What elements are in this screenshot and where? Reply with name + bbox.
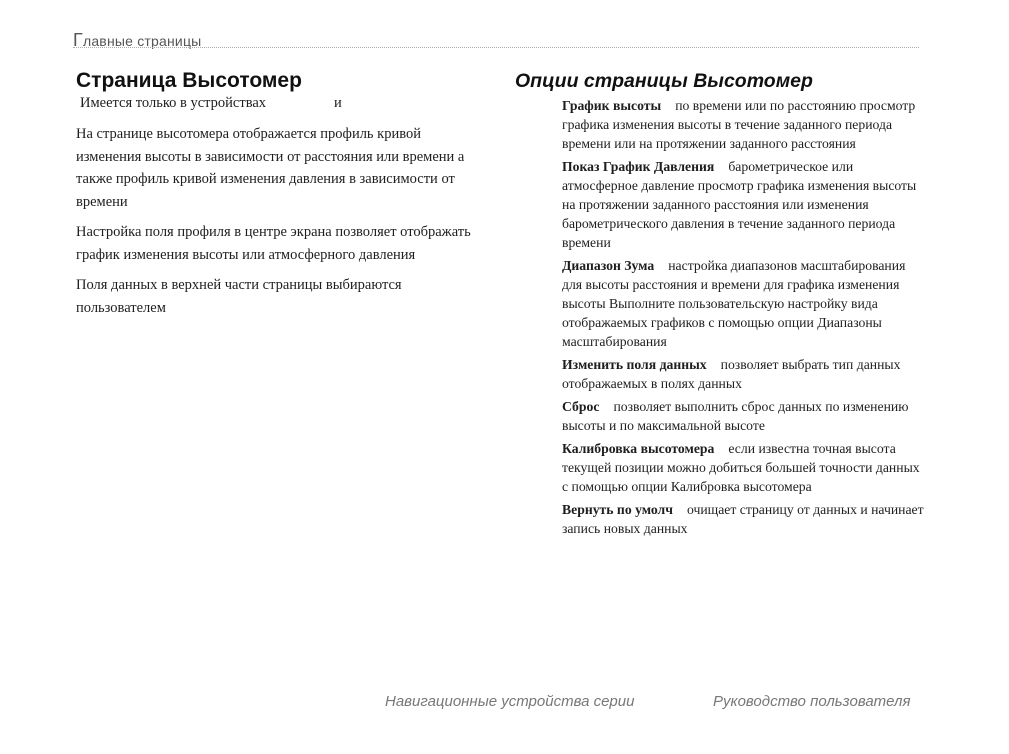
options-list: [562, 96, 924, 538]
option-label: График высоты: [562, 98, 662, 113]
option-text: если известна точная высота текущей позиции можно добиться большей точности данных с помощью опции Калибровка высотомера: [562, 441, 920, 494]
paragraph-data-fields: Поля данных в верхней части страницы выбираются пользователем: [76, 277, 402, 316]
option-item: [562, 256, 924, 351]
option-label: Калибровка высотомера: [562, 441, 715, 456]
option-label: Показ График Давления: [562, 159, 715, 174]
option-item: [562, 439, 924, 496]
left-column: [76, 68, 481, 327]
option-item: [562, 500, 924, 538]
availability-note: [80, 94, 481, 113]
option-text: настройка диапазонов масштабирования для высоты расстояния и времени для графика изменения высоты Выполните пользовательскую настройку вида отображаемых графиков с помощью опции Диапазоны масштабирования: [562, 258, 906, 349]
right-column: [515, 68, 925, 542]
option-label: Изменить поля данных: [562, 357, 707, 372]
option-text: барометрическое или атмосферное давление просмотр графика изменения высоты на протяжении заданного расстояния или изменения барометрического давления в течение заданного периода времени: [562, 159, 917, 250]
page-title: Страница Высотомер: [76, 69, 302, 92]
section-header-rest: лавные страницы: [82, 33, 202, 49]
option-item: [562, 397, 924, 435]
option-label: Сброс: [562, 399, 600, 414]
option-label: Вернуть по умолч: [562, 502, 673, 517]
option-item: [562, 96, 924, 153]
availability-conjunction: и: [334, 95, 342, 111]
option-item: [562, 157, 924, 252]
option-text: очищает страницу от данных и начинает запись новых данных: [562, 502, 924, 536]
header-divider: [73, 47, 919, 48]
paragraph-profile-field: Настройка поля профиля в центре экрана позволяет отображать график изменения высоты или атмосферного давления: [76, 224, 471, 263]
option-item: [562, 355, 924, 393]
options-title: Опции страницы Высотомер: [515, 70, 813, 92]
option-text: позволяет выполнить сброс данных по изменению высоты и по максимальной высоте: [562, 399, 909, 433]
footer-series: Навигационные устройства серии: [385, 693, 635, 710]
availability-text: Имеется только в устройствах: [80, 95, 267, 111]
option-label: Диапазон Зума: [562, 258, 655, 273]
option-text: позволяет выбрать тип данных отображаемых в полях данных: [562, 357, 901, 391]
section-header-initial: Г: [73, 30, 83, 50]
option-text: по времени или по расстоянию просмотр графика изменения высоты в течение заданного периода времени или на протяжении заданного расстояния: [562, 98, 916, 151]
footer-manual: Руководство пользователя: [713, 693, 911, 710]
paragraph-profile: На странице высотомера отображается профиль кривой изменения высоты в зависимости от расстояния или времени а также профиль кривой изменения давления в зависимости от времени: [76, 126, 465, 210]
